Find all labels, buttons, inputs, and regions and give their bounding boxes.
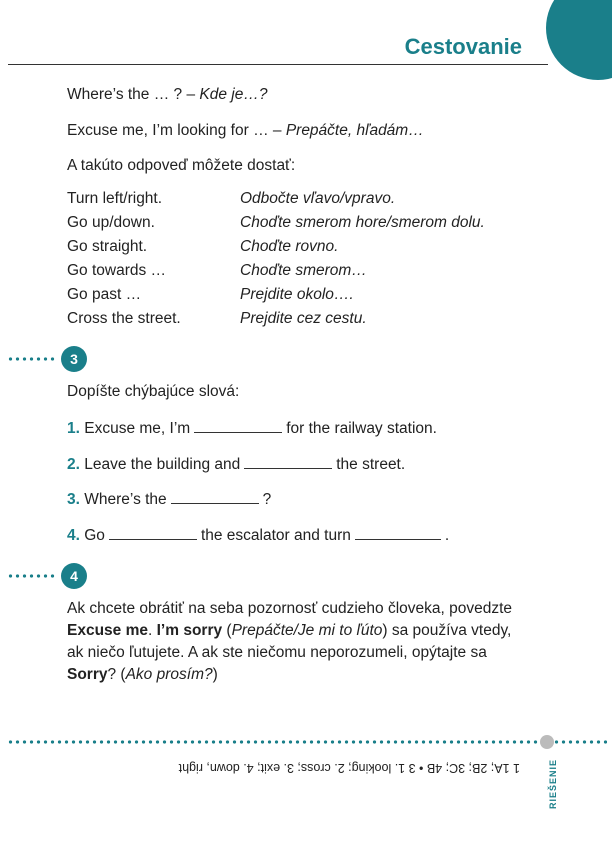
intro-line-2 bbox=[67, 122, 424, 140]
phrase-sk: Prejdite okolo…. bbox=[240, 286, 354, 303]
para-text: ? ( bbox=[107, 666, 126, 683]
phrase-en: Go up/down. bbox=[67, 214, 155, 231]
item-text-after: . bbox=[444, 527, 450, 544]
blank-field[interactable] bbox=[244, 454, 332, 469]
blank-field[interactable] bbox=[171, 489, 259, 504]
phrase-en: Go towards … bbox=[67, 262, 167, 279]
blank-field[interactable] bbox=[109, 525, 197, 540]
exercise-item bbox=[67, 454, 405, 474]
intro-line-1 bbox=[67, 86, 267, 104]
para-bold: I’m sorry bbox=[156, 622, 223, 639]
item-text-middle: the street. bbox=[336, 456, 406, 473]
item-text-before: Go bbox=[84, 527, 105, 544]
phrase-row bbox=[67, 262, 485, 286]
phrase-sk: Prejdite cez cestu. bbox=[240, 310, 367, 327]
item-number: 1. bbox=[67, 420, 80, 437]
exercise-item bbox=[67, 525, 449, 545]
corner-decoration bbox=[546, 0, 612, 80]
item-number: 4. bbox=[67, 527, 80, 544]
section-dots bbox=[7, 357, 57, 361]
exercise-item bbox=[67, 418, 437, 438]
para-italic: Prepáčte/Je mi to ľúto bbox=[231, 622, 383, 639]
phrase-sk: Choďte smerom hore/smerom dolu. bbox=[240, 214, 485, 231]
para-bold: Sorry bbox=[67, 666, 108, 683]
phrase-en: Turn left/right. bbox=[67, 190, 163, 207]
para-text: Ak chcete obrátiť na seba pozornosť cudzieho človeka, povedzte bbox=[67, 600, 513, 617]
footer-dots bbox=[7, 740, 607, 744]
phrase-table bbox=[67, 190, 485, 334]
phrase-en: Go straight. bbox=[67, 238, 148, 255]
section-4-badge: 4 bbox=[61, 563, 87, 589]
intro-en-1: Where’s the … ? – bbox=[67, 86, 200, 103]
header-rule bbox=[8, 64, 548, 65]
item-text-middle: ? bbox=[262, 491, 272, 508]
section-dots bbox=[7, 574, 57, 578]
blank-field[interactable] bbox=[355, 525, 441, 540]
answer-key: 1 1A; 2B; 3C; 4B • 3 1. looking; 2. cross; 3. exit; 4. down, right bbox=[178, 761, 520, 775]
intro-line-3: A takúto odpoveď môžete dostať: bbox=[67, 157, 296, 174]
phrase-sk: Choďte smerom… bbox=[240, 262, 367, 279]
intro-en-2: Excuse me, I’m looking for … – bbox=[67, 122, 286, 139]
intro-sk-2: Prepáčte, hľadám… bbox=[285, 122, 424, 139]
exercise-3-instruction: Dopíšte chýbajúce slová: bbox=[67, 383, 240, 400]
solution-label-text: RIEŠENIE bbox=[548, 759, 558, 810]
solution-label bbox=[546, 746, 558, 824]
para-italic: Ako prosím? bbox=[125, 666, 213, 683]
item-number: 3. bbox=[67, 491, 80, 508]
exercise-3-badge: 3 bbox=[61, 346, 87, 372]
para-bold: Excuse me bbox=[67, 622, 148, 639]
para-text: ( bbox=[222, 622, 232, 639]
item-text-middle: the escalator and turn bbox=[200, 527, 351, 544]
item-number: 2. bbox=[67, 456, 80, 473]
exercise-item bbox=[67, 489, 271, 509]
item-text-before: Leave the building and bbox=[84, 456, 241, 473]
item-text-before: Where’s the bbox=[84, 491, 167, 508]
para-text: ) sa používa vtedy, ak niečo ľutujete. A ak ste niečomu neporozumeli, opýtajte sa bbox=[67, 622, 512, 661]
phrase-en: Go past … bbox=[67, 286, 142, 303]
page-title: Cestovanie bbox=[404, 34, 522, 59]
blank-field[interactable] bbox=[194, 418, 282, 433]
phrase-row bbox=[67, 310, 485, 334]
phrase-row bbox=[67, 286, 485, 310]
phrase-row bbox=[67, 214, 485, 238]
item-text-middle: for the railway station. bbox=[286, 420, 437, 437]
item-text-before: Excuse me, I’m bbox=[84, 420, 191, 437]
phrase-sk: Odbočte vľavo/vpravo. bbox=[240, 190, 396, 207]
phrase-sk: Choďte rovno. bbox=[240, 238, 339, 255]
section-4-paragraph bbox=[67, 598, 527, 686]
phrase-row bbox=[67, 238, 485, 262]
para-text: ) bbox=[212, 666, 218, 683]
phrase-row bbox=[67, 190, 485, 214]
para-text: . bbox=[148, 622, 157, 639]
phrase-en: Cross the street. bbox=[67, 310, 181, 327]
intro-sk-1: Kde je…? bbox=[199, 86, 268, 103]
